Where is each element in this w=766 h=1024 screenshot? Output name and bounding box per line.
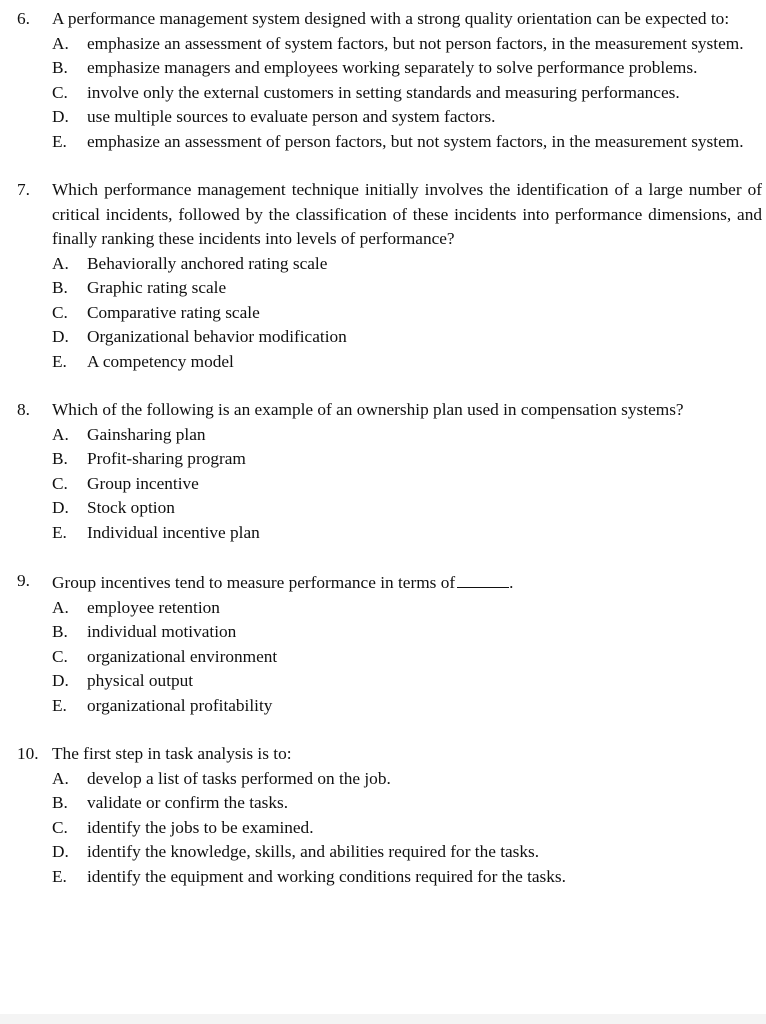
answer-options (0, 596, 766, 719)
option-text: Behaviorally anchored rating scale (87, 253, 328, 273)
option-text: emphasize an assessment of system factors, but not person factors, in the measurement system. (87, 33, 744, 53)
option-text: emphasize managers and employees working separately to solve performance problems. (87, 58, 698, 77)
answer-option (0, 596, 766, 621)
option-text: A competency model (87, 351, 234, 371)
question-stem (0, 569, 766, 596)
question-text: Which performance management technique initially involves the identification of a large number of critical incidents, followed by the classification of these incidents into performance dimensions, and finally ranking these incidents into levels of performance? (52, 180, 762, 248)
fill-in-blank (457, 569, 509, 588)
option-text: identify the jobs to be examined. (87, 817, 314, 837)
answer-option (0, 32, 766, 57)
option-letter: D. (52, 671, 69, 690)
option-text: identify the knowledge, skills, and abilities required for the tasks. (87, 842, 540, 861)
question-text: A performance management system designed with a strong quality orientation can be expected to: (52, 9, 730, 28)
option-text: Comparative rating scale (87, 302, 260, 322)
answer-option (0, 767, 766, 792)
question-9 (0, 569, 766, 718)
question-number: 7. (17, 180, 30, 199)
answer-option (0, 496, 766, 521)
option-text: validate or confirm the tasks. (87, 793, 289, 812)
option-letter: E. (52, 866, 67, 886)
question-number: 6. (17, 9, 30, 28)
option-text: Profit-sharing program (87, 449, 246, 468)
option-letter: A. (52, 33, 69, 53)
answer-option (0, 276, 766, 301)
question-text-suffix: . (509, 573, 514, 592)
question-text-block (52, 7, 762, 32)
option-letter: B. (52, 622, 68, 641)
option-letter: A. (52, 253, 69, 273)
option-text: Gainsharing plan (87, 424, 206, 444)
answer-option (0, 865, 766, 890)
answer-option (0, 130, 766, 155)
option-letter: D. (52, 327, 69, 346)
question-sheet (0, 7, 766, 913)
question-stem (0, 7, 766, 32)
answer-option (0, 105, 766, 130)
option-text: organizational environment (87, 646, 278, 666)
option-text: Stock option (87, 498, 175, 517)
option-text: individual motivation (87, 622, 237, 641)
answer-option (0, 301, 766, 326)
answer-option (0, 423, 766, 448)
question-stem (0, 398, 766, 423)
answer-option (0, 694, 766, 719)
answer-option (0, 81, 766, 106)
option-text: Group incentive (87, 473, 199, 493)
answer-option (0, 350, 766, 375)
option-letter: B. (52, 449, 68, 468)
option-letter: A. (52, 597, 69, 617)
question-text-block (52, 742, 762, 767)
answer-options (0, 423, 766, 546)
answer-option (0, 791, 766, 816)
answer-option (0, 669, 766, 694)
answer-option (0, 840, 766, 865)
page-bottom-edge (0, 1014, 766, 1024)
option-letter: D. (52, 842, 69, 861)
option-text: physical output (87, 671, 194, 690)
option-letter: B. (52, 278, 68, 297)
option-letter: E. (52, 522, 67, 542)
question-10 (0, 742, 766, 889)
option-text: involve only the external customers in setting standards and measuring performances. (87, 82, 680, 102)
question-stem (0, 178, 766, 252)
option-text: identify the equipment and working conditions required for the tasks. (87, 866, 566, 886)
question-text: The first step in task analysis is to: (52, 744, 292, 763)
option-text: develop a list of tasks performed on the job. (87, 768, 391, 788)
question-text-block (52, 178, 762, 252)
question-text-block (52, 398, 762, 423)
option-text: Individual incentive plan (87, 522, 260, 542)
option-text: organizational profitability (87, 695, 273, 715)
option-letter: B. (52, 58, 68, 77)
answer-option (0, 645, 766, 670)
option-letter: E. (52, 695, 67, 715)
answer-option (0, 620, 766, 645)
option-letter: C. (52, 817, 68, 837)
answer-options (0, 252, 766, 375)
question-text: Group incentives tend to measure performance in terms of (52, 573, 456, 592)
answer-option (0, 325, 766, 350)
option-letter: D. (52, 107, 69, 126)
option-letter: C. (52, 82, 68, 102)
option-text: Graphic rating scale (87, 278, 227, 297)
option-letter: C. (52, 646, 68, 666)
option-letter: A. (52, 768, 69, 788)
answer-options (0, 32, 766, 155)
question-7 (0, 178, 766, 374)
option-letter: C. (52, 473, 68, 493)
option-text: use multiple sources to evaluate person and system factors. (87, 107, 496, 126)
question-number: 9. (17, 571, 30, 590)
option-letter: E. (52, 351, 67, 371)
answer-option (0, 472, 766, 497)
answer-option (0, 56, 766, 81)
question-text-block (52, 569, 762, 596)
question-text: Which of the following is an example of an ownership plan used in compensation systems? (52, 400, 684, 419)
answer-option (0, 521, 766, 546)
question-number: 8. (17, 400, 30, 419)
answer-options (0, 767, 766, 890)
option-text: employee retention (87, 597, 220, 617)
answer-option (0, 447, 766, 472)
option-letter: E. (52, 131, 67, 151)
question-number: 10. (17, 744, 39, 763)
option-letter: C. (52, 302, 68, 322)
option-text: emphasize an assessment of person factors, but not system factors, in the measurement system. (87, 131, 744, 151)
answer-option (0, 252, 766, 277)
question-6 (0, 7, 766, 154)
question-stem (0, 742, 766, 767)
option-letter: D. (52, 498, 69, 517)
option-letter: B. (52, 793, 68, 812)
option-text: Organizational behavior modification (87, 327, 347, 346)
answer-option (0, 816, 766, 841)
question-8 (0, 398, 766, 545)
option-letter: A. (52, 424, 69, 444)
